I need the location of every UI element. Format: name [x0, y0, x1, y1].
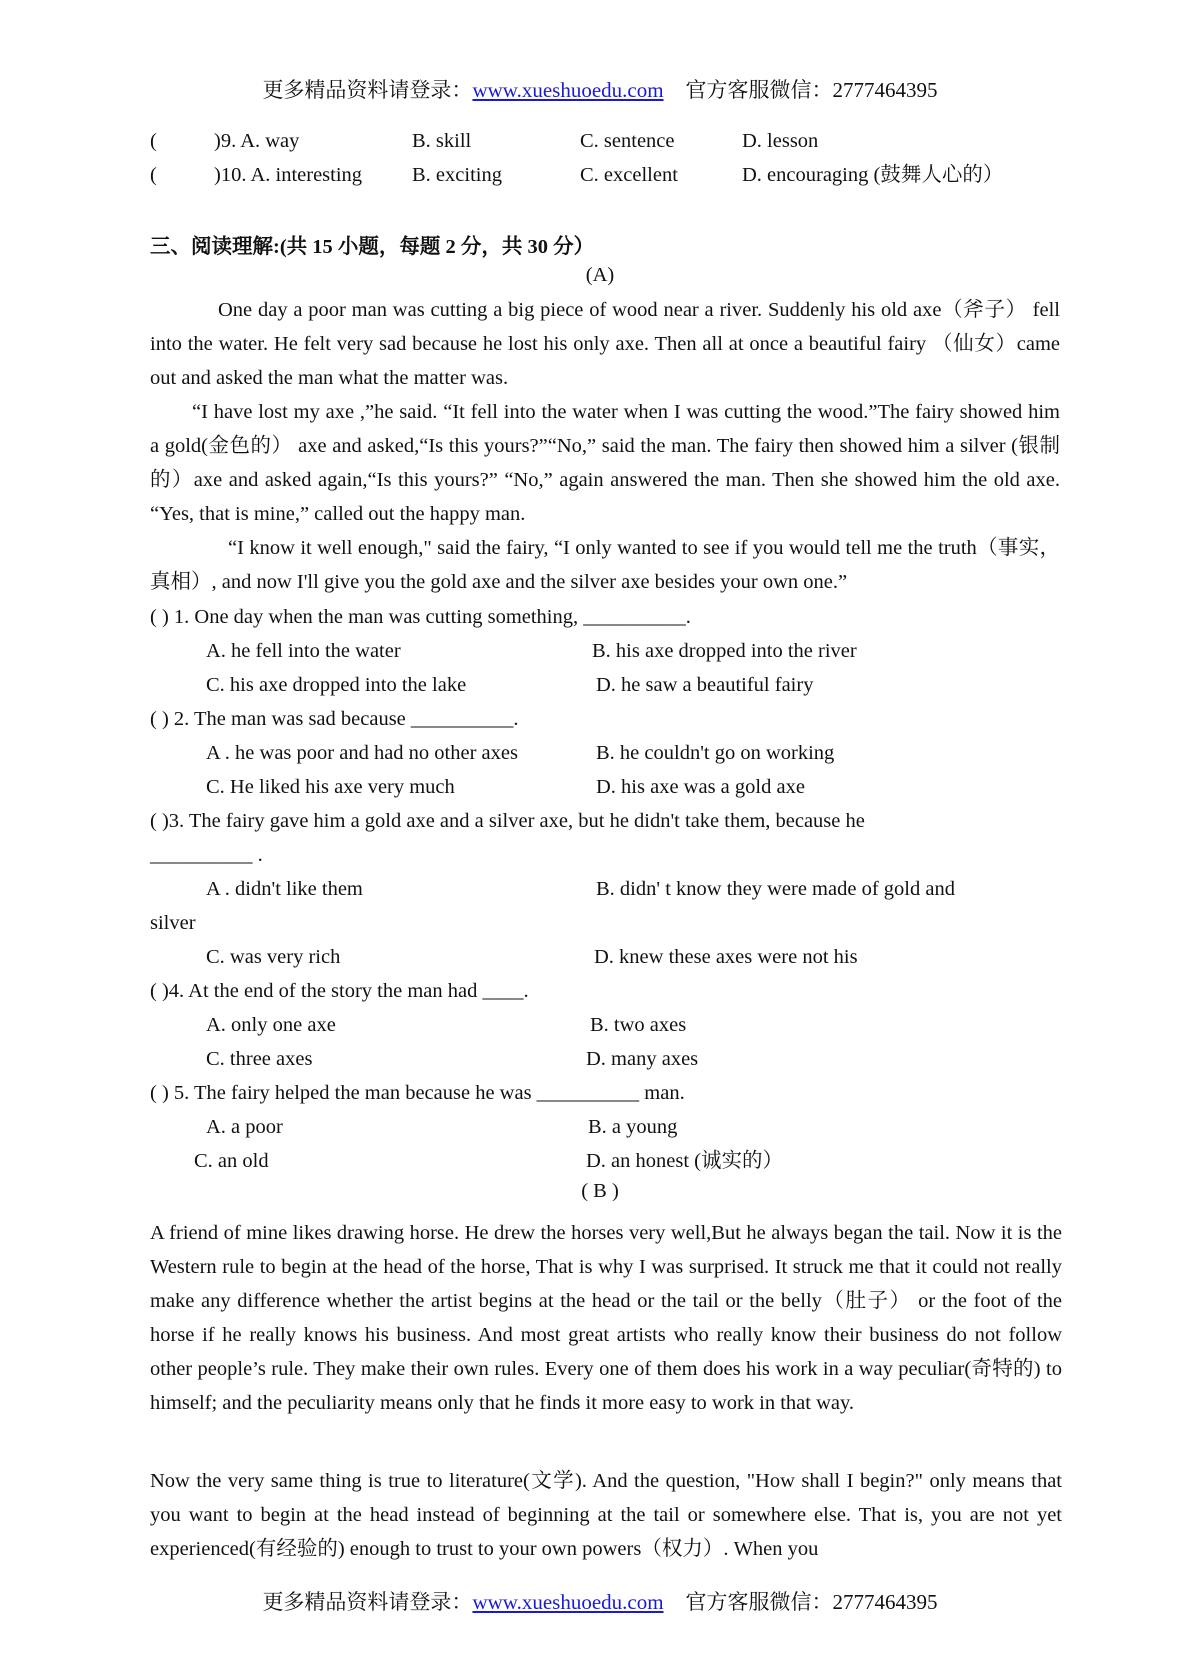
- paragraph-text: “I know it well enough," said the fairy, “I only wanted to see if you would tell me the truth（事实，真相）, and now I'll give you the gold axe and the silver axe besides your own one.”: [150, 537, 1060, 593]
- question-stem: ( )4. At the end of the story the man had ____.: [150, 980, 529, 1002]
- option-b: B. exciting: [412, 164, 502, 186]
- header-link[interactable]: www.xueshuoedu.com: [472, 78, 664, 102]
- option-b: B. didn' t know they were made of gold and: [596, 878, 955, 900]
- footer-wechat: 官方客服微信：2777464395: [685, 1590, 938, 1614]
- footer-link[interactable]: www.xueshuoedu.com: [472, 1590, 664, 1614]
- option-c: C. was very rich: [206, 946, 341, 968]
- option-d: D. lesson: [742, 130, 819, 152]
- passage-a-paragraph: [150, 293, 1060, 395]
- option-a: A. a poor: [206, 1116, 283, 1138]
- option-c: C. an old: [194, 1150, 269, 1172]
- option-d: D. encouraging (鼓舞人心的）: [742, 164, 1004, 186]
- passage-b-label: ( B ): [581, 1180, 619, 1202]
- option-b: B. a young: [588, 1116, 678, 1138]
- answer-bracket: (: [150, 164, 157, 186]
- question-stem: ( )3. The fairy gave him a gold axe and a silver axe, but he didn't take them, because he: [150, 810, 865, 832]
- passage-b-paragraph: [150, 1216, 1062, 1420]
- header-prefix: 更多精品资料请登录：: [262, 78, 473, 102]
- option-c: C. excellent: [580, 164, 678, 186]
- passage-a-paragraph: [150, 395, 1060, 531]
- option-b: B. two axes: [590, 1014, 687, 1036]
- option-b: B. he couldn't go on working: [596, 742, 835, 764]
- passage-b-paragraph: [150, 1464, 1062, 1566]
- option-a: A . didn't like them: [206, 878, 363, 900]
- option-c: C. sentence: [580, 130, 675, 152]
- page-footer: [0, 1586, 1200, 1616]
- option-b: B. skill: [412, 130, 472, 152]
- option-a: )9. A. way: [214, 130, 300, 152]
- option-d: D. many axes: [586, 1048, 699, 1070]
- paragraph-text: One day a poor man was cutting a big piece of wood near a river. Suddenly his old axe（斧子） fell into the water. He felt very sad because he lost his only axe. Then all at once a beautiful fairy （仙女）came out and asked the man what the matter was.: [150, 299, 1060, 389]
- option-c: C. three axes: [206, 1048, 313, 1070]
- question-stem: ( ) 5. The fairy helped the man because he was __________ man.: [150, 1082, 685, 1104]
- option-b: B. his axe dropped into the river: [592, 640, 857, 662]
- question-stem: ( ) 2. The man was sad because __________.: [150, 708, 519, 730]
- option-d: D. an honest (诚实的）: [586, 1150, 784, 1172]
- question-stem-continued: __________ .: [150, 844, 263, 866]
- question-stem: ( ) 1. One day when the man was cutting something, __________.: [150, 606, 691, 628]
- passage-a-paragraph: [150, 531, 1060, 599]
- option-a: A . he was poor and had no other axes: [206, 742, 518, 764]
- paragraph-text: Now the very same thing is true to literature(文学). And the question, "How shall I begin?" only means that you want to begin at the head instead of beginning at the tail or somewhere else. That is, you are not yet experienced(有经验的) enough to trust to your own powers（权力）. When you: [150, 1470, 1062, 1560]
- paragraph-text: “I have lost my axe ,”he said. “It fell into the water when I was cutting the wood.”The fairy showed him a gold(金色的） axe and asked,“Is this yours?”“No,” said the man. The fairy then showed him a silver (银制的）axe and asked again,“Is this yours?” “No,” again answered the man. Then she showed him the old axe. “Yes, that is mine,” called out the happy man.: [150, 401, 1060, 525]
- header-wechat: 官方客服微信：2777464395: [685, 78, 938, 102]
- option-a: )10. A. interesting: [214, 164, 363, 186]
- option-c: C. He liked his axe very much: [206, 776, 455, 798]
- section-title: 三、阅读理解:(共 15 小题，每题 2 分，共 30 分）: [150, 236, 595, 258]
- page-header: [0, 74, 1200, 104]
- option-a: A. he fell into the water: [206, 640, 401, 662]
- option-d: D. his axe was a gold axe: [596, 776, 805, 798]
- footer-prefix: 更多精品资料请登录：: [262, 1590, 473, 1614]
- option-b-continued: silver: [150, 912, 196, 934]
- passage-a-label: (A): [585, 264, 615, 286]
- option-d: D. knew these axes were not his: [594, 946, 858, 968]
- option-c: C. his axe dropped into the lake: [206, 674, 467, 696]
- option-d: D. he saw a beautiful fairy: [596, 674, 814, 696]
- paragraph-text: A friend of mine likes drawing horse. He drew the horses very well,But he always began the tail. Now it is the Western rule to begin at the head of the horse, That is why I was surprised. It struck me that it could not really make any difference whether the artist begins at the head or the tail or the belly（肚子） or the foot of the horse if he really knows his business. And most great artists who really know their business do not follow other people’s rule. They make their own rules. Every one of them does his work in a way peculiar(奇特的) to himself; and the peculiarity means only that he finds it more easy to work in that way.: [150, 1222, 1062, 1414]
- answer-bracket: (: [150, 130, 157, 152]
- option-a: A. only one axe: [206, 1014, 336, 1036]
